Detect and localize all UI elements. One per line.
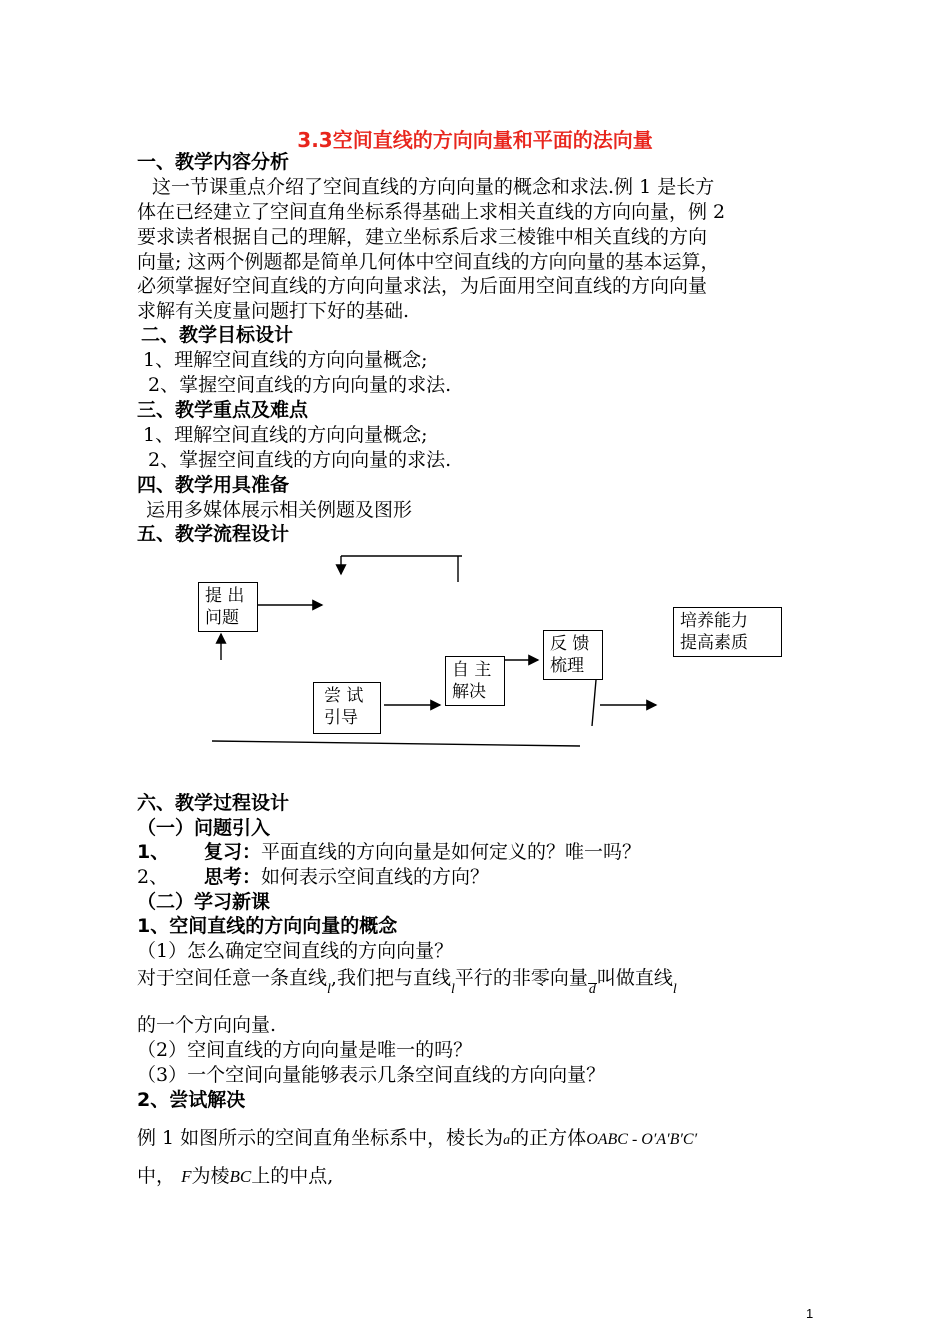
paragraph-line: 体在已经建立了空间直角坐标系得基础上求相关直线的方向向量，例 2 [137, 201, 726, 223]
teaching-flow-diagram [0, 540, 950, 760]
try-heading: 2、尝试解决 [137, 1089, 246, 1111]
question-number: 1、 [137, 841, 170, 863]
definition-text: 平行的非零向量 [454, 967, 588, 989]
concept-question: （3）一个空间向量能够表示几条空间直线的方向向量？ [137, 1064, 606, 1086]
definition-text: 叫做直线 [596, 967, 673, 989]
concept-question: （2）空间直线的方向向量是唯一的吗？ [137, 1039, 473, 1061]
objective-item: 2、掌握空间直线的方向向量的求法. [148, 374, 452, 396]
subsection-heading-intro: （一）问题引入 [137, 817, 271, 839]
section-heading-tools: 四、教学用具准备 [137, 474, 290, 496]
example-text: 为棱 [191, 1165, 230, 1187]
box-cultivate-ability [673, 607, 782, 657]
example-text: 中， [137, 1165, 176, 1187]
section-heading-process: 六、教学过程设计 [137, 792, 290, 814]
paragraph-line: 求解有关度量问题打下好的基础. [137, 300, 410, 322]
var-BC: BC [229, 1167, 252, 1186]
question-text: 如何表示空间直线的方向？ [261, 866, 490, 888]
concept-question: （1）怎么确定空间直线的方向向量？ [137, 940, 454, 962]
box-label: 培养能力 [680, 611, 748, 631]
tools-text: 运用多媒体展示相关例题及图形 [146, 499, 413, 521]
box-label: 自 主 [452, 660, 492, 680]
section-heading-key-points: 三、教学重点及难点 [137, 399, 309, 421]
concept-heading: 1、空间直线的方向向量的概念 [137, 915, 398, 937]
question-label: 思考： [204, 866, 262, 888]
box-label: 反 馈 [550, 634, 590, 654]
subsection-heading-new-lesson: （二）学习新课 [137, 891, 271, 913]
definition-text: 对于空间任意一条直线 [137, 967, 328, 989]
definition-text: ,我们把与直线 [330, 967, 451, 989]
example-text: 的正方体 [510, 1127, 587, 1149]
var-l: l [450, 982, 455, 997]
section-heading-objectives: 二、教学目标设计 [141, 324, 294, 346]
example-text: 例 1 如图所示的空间直角坐标系中，棱长为 [137, 1127, 504, 1149]
box-label: 提 出 [205, 586, 245, 606]
question-line [204, 840, 641, 864]
question-label: 复习： [204, 841, 262, 863]
box-label: 问题 [205, 608, 239, 628]
question-number: 2、 [137, 866, 169, 888]
example-line [137, 1164, 333, 1189]
var-d-vector: d [588, 982, 596, 997]
question-line [204, 865, 489, 889]
paragraph-line: 必须掌握好空间直线的方向向量求法，为后面用空间直线的方向向量 [137, 275, 708, 297]
box-self-solve [445, 656, 505, 706]
flow-stem [592, 680, 596, 726]
key-point-item: 2、掌握空间直线的方向向量的求法. [148, 449, 452, 471]
box-label: 提高素质 [680, 633, 748, 653]
paragraph-line: 要求读者根据自己的理解，建立坐标系后求三棱锥中相关直线的方向 [137, 226, 708, 248]
box-try-guide [313, 682, 381, 734]
key-point-item: 1、理解空间直线的方向向量概念; [143, 424, 428, 446]
box-label: 解决 [452, 682, 486, 702]
box-label: 引导 [324, 708, 358, 728]
box-propose-question [198, 582, 258, 632]
var-l: l [672, 982, 677, 997]
paragraph-line: 这一节课重点介绍了空间直线的方向向量的概念和求法.例 1 是长方 [152, 176, 715, 198]
box-feedback-review [543, 630, 603, 680]
flow-bottom-line [212, 741, 580, 746]
var-F: F [181, 1167, 192, 1186]
cube-label: OABC - O′A′B′C′ [586, 1131, 698, 1148]
paragraph-line: 向量; 这两个例题都是简单几何体中空间直线的方向向量的基本运算， [137, 251, 720, 273]
example-line [137, 1126, 697, 1153]
page-title: 3.3空间直线的方向向量和平面的法向量 [297, 128, 653, 152]
example-text: 上的中点, [251, 1165, 334, 1187]
box-label: 尝 试 [324, 686, 364, 706]
box-label: 梳理 [550, 656, 584, 676]
question-text: 平面直线的方向向量是如何定义的？唯一吗？ [261, 841, 642, 863]
var-l: l [327, 982, 331, 997]
section-heading-flow: 五、教学流程设计 [137, 523, 290, 545]
definition-line: 的一个方向向量. [137, 1014, 277, 1036]
objective-item: 1、理解空间直线的方向向量概念; [143, 349, 428, 371]
section-heading-content-analysis: 一、教学内容分析 [137, 151, 290, 173]
var-a: a [503, 1133, 511, 1148]
definition-line [137, 966, 677, 997]
page-number: 1 [806, 1306, 814, 1321]
